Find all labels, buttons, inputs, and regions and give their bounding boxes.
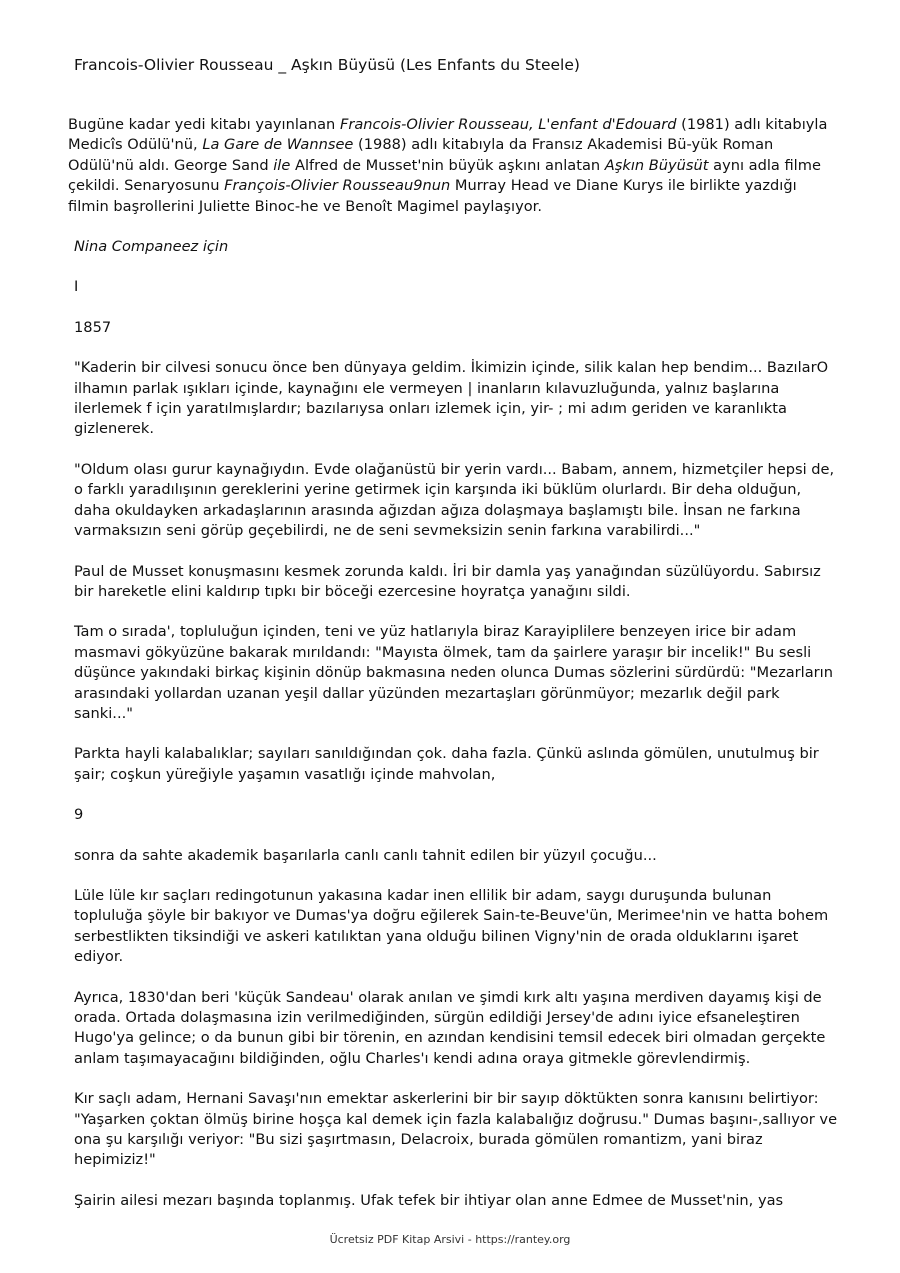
chapter-year: 1857 [74, 318, 112, 336]
dedication-text: Nina Companeez için [74, 238, 229, 256]
intro-text-5: aynı adla filme çekildi. Senaryosunu [68, 156, 821, 195]
body-paragraph: Kır saçlı adam, Hernani Savaşı'nın emektar askerlerini bir bir sayıp döktükten sonra kanısını belirtiyor: "Yaşarken çoktan ölmüş birine hoşça kal demek için fazla kalabalığız doğrusu." Dumas başını-,sallıyor ve ona şu karşılığı veriyor: "Bu sizi şaşırtmasın, Delacroix, burada gömülen romantizm, yani biraz hepimiziz!" [74, 1090, 838, 1169]
intro-text-2: (1981) adlı kitabıyla Medicîs Odülü'nü, [68, 116, 828, 154]
intro-text-3: (1988) adlı kitabıyla da Fransız Akademisi Bü-yük Roman Odülü'nü aldı. George Sand [68, 136, 774, 174]
page-footer: Ücretsiz PDF Kitap Arsivi - https://rantey.org [329, 1233, 571, 1246]
intro-text-6: Murray Head ve Diane Kurys ile birlikte yazdığı filmin başrollerini Juliette Binoc-he ve Benoît Magimel paylaşıyor. [68, 177, 797, 215]
body-paragraph: Lüle lüle kır saçları redingotunun yakasına kadar inen ellilik bir adam, saygı duruşunda bulunan topluluğa şöyle bir bakıyor ve Dumas'ya doğru eğilerek Sain-te-Beuve'ün, Merimee'nin ve hatta bohem serbestlikten tiksindiği ve askeri katılıktan yana olduğu bilinen Vigny'nin de orada olduklarını işaret ediyor. [74, 886, 829, 966]
body-paragraph: "Kaderin bir cilvesi sonucu önce ben dünyaya geldim. İkimizin içinde, silik kalan hep bendim... BazılarO ilhamın parlak ışıkları içinde, kaynağını ele vermeyen | inanların kılavuzluğunda, yalnız başlarına ilerlemek f için yaratılmışlardır; bazılarıysa onları izlemek için, yir- ; mi adım geriden ve karanlıkta gizlenerek. [74, 359, 829, 438]
intro-italic-4: Aşkın Büyüsüt [604, 156, 709, 174]
body-paragraph: Şairin ailesi mezarı başında toplanmış. Ufak tefek bir ihtiyar olan anne Edmee de Musset'nin, yas [74, 1191, 784, 1209]
page-number: 9 [74, 806, 84, 824]
intro-text-1: Bugüne kadar yedi kitabı yayınlanan [68, 116, 340, 133]
intro-italic-5: François-Olivier Rousseau9nun [224, 177, 451, 195]
document-title: Francois-Olivier Rousseau _ Aşkın Büyüsü (Les Enfants du Steele) [74, 56, 580, 74]
chapter-number: I [74, 278, 79, 296]
document-body [68, 115, 838, 1231]
body-paragraph: "Oldum olası gurur kaynağıydın. Evde olağanüstü bir yerin vardı... Babam, annem, hizmetçiler hepsi de, o farklı yaradılışının gereklerini yerine getirmek için karşında iki büklüm olurlardı. Bir deha olduğun, daha okuldayken arkadaşlarının arasında ağızdan ağıza dolaşmaya başlamıştı bile. İnsan ne farkına varmaksızın seni görüp geçebilirdi, ne de seni sevmeksizin senin farkına varabilirdi..." [74, 460, 835, 540]
dedication [68, 237, 838, 257]
body-paragraph: sonra da sahte akademik başarılarla canlı canlı tahnit edilen bir yüzyıl çocuğu... [74, 846, 657, 864]
body-paragraph: Parkta hayli kalabalıklar; sayıları sanıldığından çok. daha fazla. Çünkü aslında gömülen, unutulmuş bir şair; coşkun yüreğiyle yaşamın vasatlığı içinde mahvolan, [74, 745, 819, 783]
body-paragraph: Ayrıca, 1830'dan beri 'küçük Sandeau' olarak anılan ve şimdi kırk altı yaşına merdiven dayamış kişi de orada. Ortada dolaşmasına izin verilmediğinden, sürgün edildiği Jersey'de adını iyice efsaneleştiren Hugo'ya gelince; o da bunun gibi bir törenin, en azından kendisini temsil edecek biri olmadan gerçekte anlam taşımayacağını bildiğinden, oğlu Charles'ı kendi adına oraya gitmekle görevlendirmiş. [74, 988, 826, 1067]
body-paragraph: Paul de Musset konuşmasını kesmek zorunda kaldı. İri bir damla yaş yanağından süzülüyordu. Sabırsız bir hareketle elini kaldırıp tıpkı bir böceği ezercesine hoyratça yanağını sildi. [74, 562, 821, 600]
intro-italic-1: Francois-Olivier Rousseau, L'enfant d'Edouard [339, 116, 677, 133]
body-paragraph: Tam o sırada', topluluğun içinden, teni ve yüz hatlarıyla biraz Karayiplilere benzeyen irice bir adam masmavi gökyüzüne bakarak mırıldandı: "Mayısta ölmek, tam da şairlere yaraşır bir incelik!" Bu sesli düşünce yakındaki birkaç kişinin dönüp bakmasına neden olunca Dumas sözlerini sürdürdü: "Mezarların arasındaki yollardan uzanan yeşil dallar yüzünden mezartaşları görünmüyor; mezarlık değil park sanki..." [74, 623, 833, 722]
intro-paragraph [68, 115, 838, 217]
intro-text-4: Alfred de Musset'nin büyük aşkını anlatan [290, 156, 605, 174]
intro-italic-2: La Gare de Wannsee [202, 136, 354, 154]
intro-italic-3: ile [273, 156, 291, 174]
